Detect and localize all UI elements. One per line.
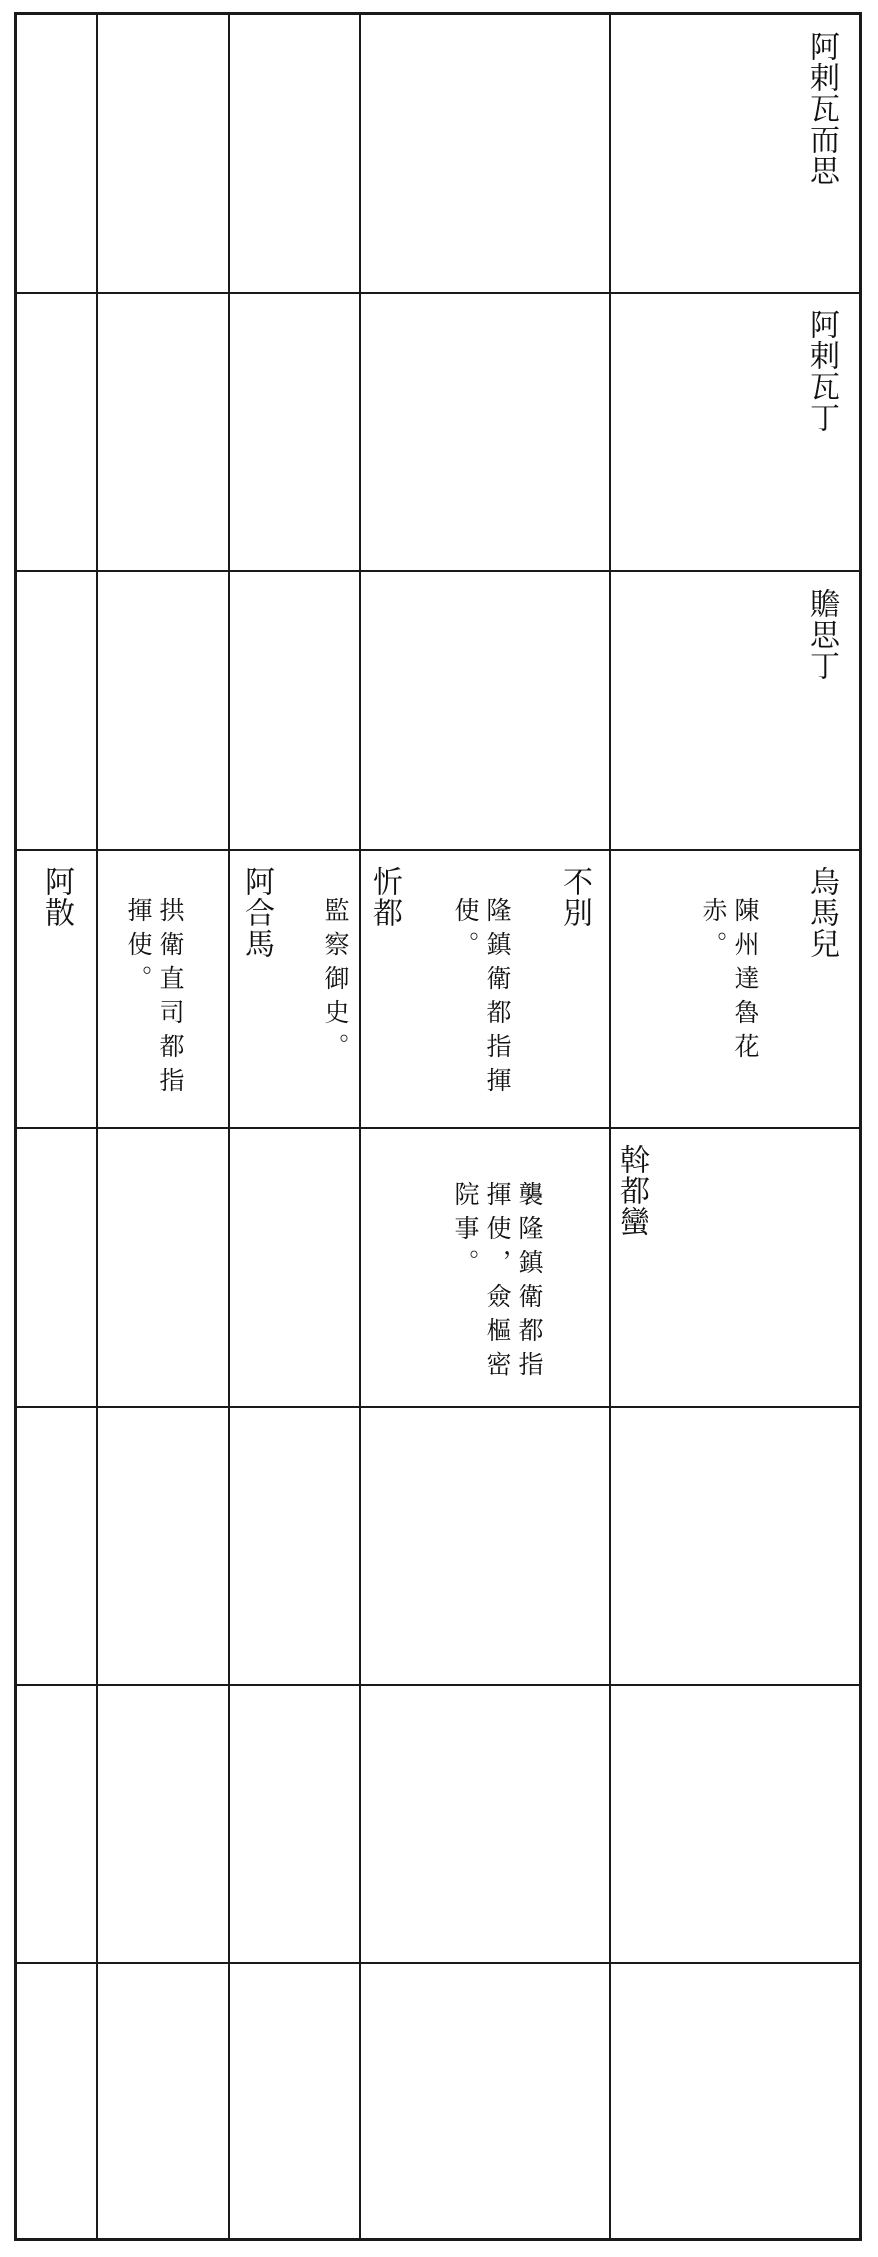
person-name: 不別: [557, 866, 592, 928]
row-divider: [17, 849, 859, 851]
genealogy-table: [14, 12, 862, 2241]
person-name: 忻都: [367, 866, 402, 928]
person-name: 阿合馬: [239, 866, 274, 959]
person-name: 阿剌瓦丁: [804, 309, 839, 433]
person-name: 阿剌瓦而思: [804, 31, 839, 186]
person-name: 烏馬兒: [804, 866, 839, 959]
person-note: 襲隆鎮衛都指揮使，僉樞密院事。: [451, 1181, 544, 1385]
row-divider: [17, 292, 859, 294]
person-note: 監察御史。: [321, 897, 350, 1067]
person-note: 陳州達魯花赤。: [699, 897, 760, 1067]
person-name: 阿散: [39, 866, 74, 928]
row-divider: [17, 570, 859, 572]
person-note: 拱衛直司都指揮使。: [124, 897, 185, 1101]
row-divider: [17, 1127, 859, 1129]
person-note: 隆鎮衛都指揮使。: [451, 897, 512, 1101]
row-divider: [17, 1406, 859, 1408]
row-divider: [17, 1684, 859, 1686]
row-divider: [17, 1962, 859, 1964]
person-name: 斡都蠻: [614, 1144, 649, 1237]
person-name: 贍思丁: [804, 588, 839, 681]
